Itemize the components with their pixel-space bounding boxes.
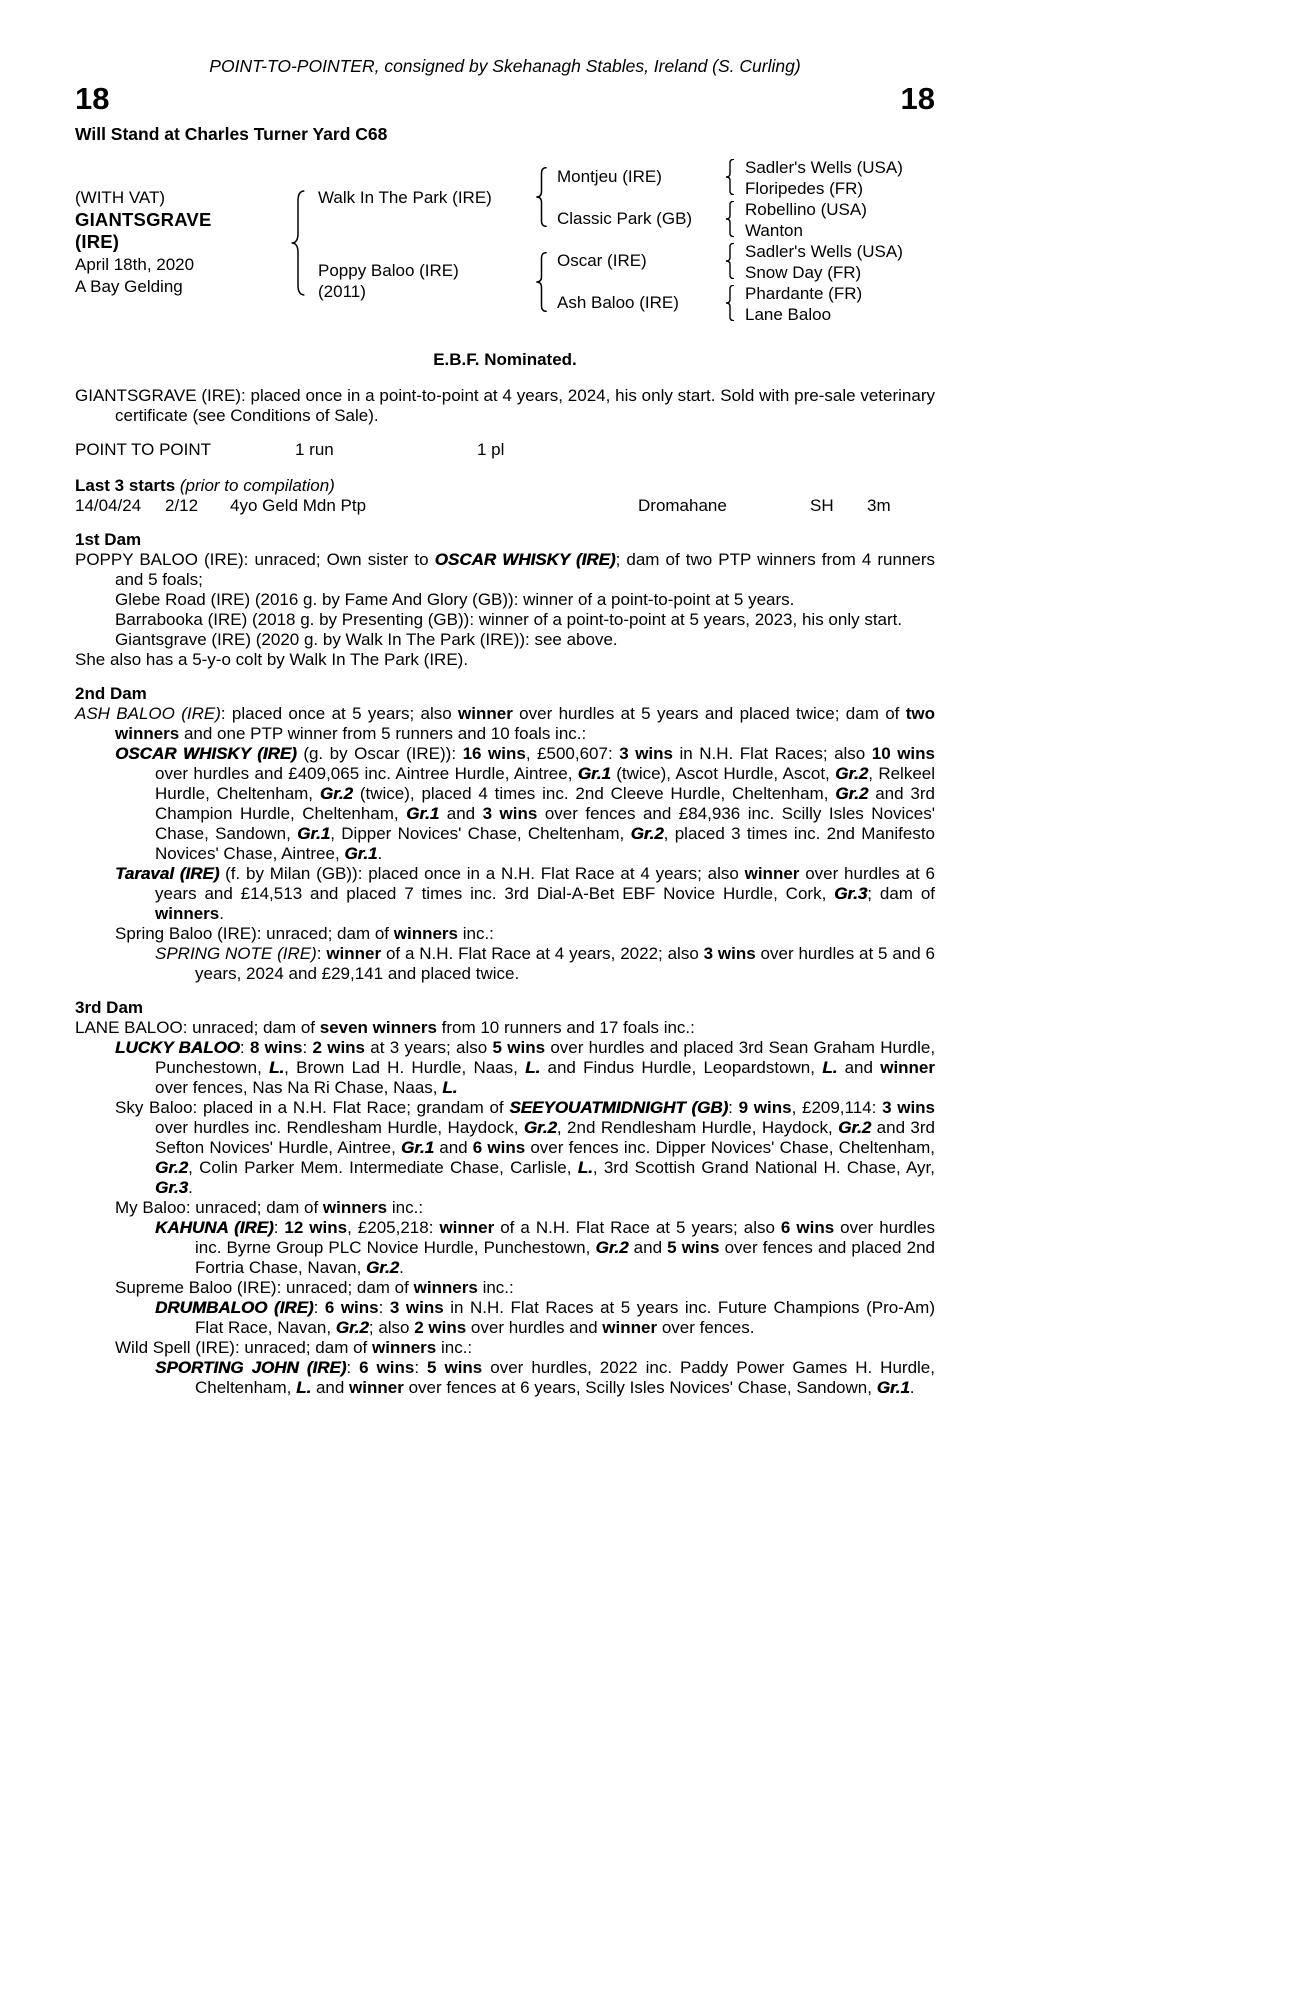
- text-segment: GIANTSGRAVE (IRE): placed once in a point-to-point at 4 years, 2024, his only start. Sold with pre-sale veterinary certificate (see Conditions of Sale).: [75, 386, 935, 425]
- text-segment: Gr.2: [523, 1118, 557, 1137]
- text-segment: winners: [322, 1198, 388, 1217]
- text-segment: 10 wins: [871, 744, 935, 763]
- text-segment: 2 wins: [414, 1318, 467, 1337]
- text-segment: L.: [525, 1058, 541, 1077]
- text-segment: and one PTP winner from 5 runners and 10 foals inc.:: [179, 724, 587, 743]
- text-segment: winners: [155, 904, 220, 923]
- text-segment: winners: [393, 924, 458, 943]
- text-segment: 6 wins: [472, 1138, 526, 1157]
- text-segment: over hurdles at 6 years and £14,513 and placed 7 times inc. 3rd Dial-A-Bet EBF Novice Hurdle, Cork,: [155, 864, 935, 903]
- sires-sire: Montjeu (IRE): [557, 167, 662, 186]
- text-segment: Gr.2: [155, 1158, 189, 1177]
- text-segment: 1st Dam: [75, 530, 142, 549]
- text-segment: Gr.3: [834, 884, 868, 903]
- text-segment: Gr.1: [297, 824, 331, 843]
- text-segment: Gr.2: [366, 1258, 400, 1277]
- text-segment: winner: [602, 1318, 658, 1337]
- text-segment: and: [434, 1138, 473, 1157]
- start-going: SH: [810, 496, 834, 515]
- text-segment: inc.:: [436, 1338, 473, 1357]
- text-segment: winners: [413, 1278, 478, 1297]
- text-segment: 12 wins: [284, 1218, 348, 1237]
- text-segment: inc.:: [458, 924, 494, 943]
- text-segment: OSCAR WHISKY (IRE): [115, 744, 297, 763]
- vat-note: (WITH VAT): [75, 188, 166, 207]
- text-segment: over hurdles and placed 3rd Sean Graham Hurdle, Punchestown,: [155, 1038, 936, 1077]
- text-segment: My Baloo: unraced; dam of: [115, 1198, 323, 1217]
- family-paragraph: [75, 1298, 935, 1338]
- great-grandparent-name: Robellino (USA): [745, 200, 867, 219]
- text-segment: over hurdles inc. Rendlesham Hurdle, Haydock,: [155, 1118, 524, 1137]
- text-segment: 9 wins: [738, 1098, 792, 1117]
- text-segment: over hurdles inc. Byrne Group PLC Novice Hurdle, Punchestown,: [195, 1218, 935, 1257]
- horse-name: GIANTSGRAVE: [75, 209, 212, 230]
- text-segment: inc.:: [477, 1278, 514, 1297]
- text-segment: 3 wins: [619, 744, 673, 763]
- great-grandparent-name: Wanton: [745, 221, 803, 240]
- text-segment: winner: [744, 864, 800, 883]
- text-segment: She also has a 5-y-o colt by Walk In The Park (IRE).: [75, 650, 469, 669]
- family-paragraph: [75, 610, 935, 630]
- text-segment: KAHUNA (IRE): [155, 1218, 274, 1237]
- text-segment: (prior to compilation): [175, 476, 335, 495]
- text-segment: 5 wins: [492, 1038, 546, 1057]
- text-segment: :: [239, 1038, 250, 1057]
- text-segment: :: [728, 1098, 739, 1117]
- text-segment: Gr.2: [835, 764, 869, 783]
- text-segment: Gr.1: [406, 804, 440, 823]
- text-segment: and Findus Hurdle, Leopardstown,: [540, 1058, 823, 1077]
- text-segment: Gr.2: [835, 784, 869, 803]
- text-segment: :: [273, 1218, 285, 1237]
- text-segment: (twice), Ascot Hurdle, Ascot,: [610, 764, 836, 783]
- great-grandparent-name: Floripedes (FR): [745, 179, 864, 198]
- text-segment: over fences, Nas Na Ri Chase, Naas,: [155, 1078, 443, 1097]
- text-segment: 8 wins: [249, 1038, 303, 1057]
- text-segment: (f. by Milan (GB)): placed once in a N.H. Flat Race at 4 years; also: [219, 864, 745, 883]
- text-segment: POPPY BALOO (IRE): unraced; Own sister to: [75, 550, 435, 569]
- family-paragraph: [75, 1198, 935, 1218]
- second-dam-heading: [75, 684, 935, 704]
- text-segment: , Colin Parker Mem. Intermediate Chase, Carlisle,: [188, 1158, 578, 1177]
- sire-name: Walk In The Park (IRE): [318, 188, 492, 207]
- text-segment: over hurdles, 2022 inc. Paddy Power Games H. Hurdle, Cheltenham,: [195, 1358, 935, 1397]
- first-dam-heading: [75, 530, 935, 550]
- text-segment: winner: [880, 1058, 936, 1077]
- dam-name: Poppy Baloo (IRE): [318, 261, 459, 280]
- text-segment: Last 3 starts: [75, 476, 176, 495]
- lot-description: [75, 386, 935, 426]
- start-distance: 3m: [867, 496, 891, 515]
- family-paragraph: [75, 550, 935, 590]
- text-segment: ; dam of: [867, 884, 935, 903]
- text-segment: over hurdles and £409,065 inc. Aintree Hurdle, Aintree,: [155, 764, 578, 783]
- text-segment: :: [346, 1358, 360, 1377]
- text-segment: Gr.2: [630, 824, 664, 843]
- text-segment: winners: [371, 1338, 437, 1357]
- text-segment: , £500,607:: [525, 744, 620, 763]
- text-segment: :: [316, 944, 327, 963]
- text-segment: 3 wins: [703, 944, 756, 963]
- brace-sire-icon: [535, 167, 548, 227]
- text-segment: 6 wins: [324, 1298, 379, 1317]
- text-segment: 16 wins: [462, 744, 526, 763]
- text-segment: winner: [326, 944, 382, 963]
- text-segment: :: [378, 1298, 390, 1317]
- text-segment: in N.H. Flat Races at 5 years inc. Future Champions (Pro-Am) Flat Race, Navan,: [195, 1298, 936, 1337]
- text-segment: L.: [577, 1158, 593, 1177]
- text-segment: LUCKY BALOO: [115, 1038, 240, 1057]
- text-segment: over hurdles at 5 and 6 years, 2024 and £29,141 and placed twice.: [195, 944, 935, 983]
- text-segment: of a N.H. Flat Race at 5 years; also: [494, 1218, 781, 1237]
- text-segment: (twice), placed 4 times inc. 2nd Cleeve Hurdle, Cheltenham,: [352, 784, 836, 803]
- text-segment: :: [302, 1038, 313, 1057]
- text-segment: SPRING NOTE (IRE): [155, 944, 317, 963]
- family-paragraph: [75, 704, 935, 744]
- text-segment: and: [311, 1378, 350, 1397]
- page-content: [75, 56, 935, 1398]
- last-starts-heading: [75, 476, 935, 496]
- text-segment: 5 wins: [427, 1358, 483, 1377]
- record-type: POINT TO POINT: [75, 440, 212, 459]
- consignment-line: POINT-TO-POINTER, consigned by Skehanagh Stables, Ireland (S. Curling): [209, 56, 801, 76]
- text-segment: and 3rd Sefton Novices' Hurdle, Aintree,: [155, 1118, 935, 1157]
- text-segment: , Brown Lad H. Hurdle, Naas,: [284, 1058, 526, 1077]
- text-segment: two winners: [115, 704, 936, 743]
- text-segment: Gr.1: [344, 844, 378, 863]
- great-grandparent-name: Sadler's Wells (USA): [745, 158, 903, 177]
- text-segment: ASH BALOO (IRE): [75, 704, 221, 723]
- stand-location: Will Stand at Charles Turner Yard C68: [75, 124, 388, 144]
- brace-gen3-icon: [725, 285, 735, 321]
- text-segment: 3rd Dam: [75, 998, 144, 1017]
- great-grandparent-name: Lane Baloo: [745, 305, 832, 324]
- text-segment: :: [414, 1358, 428, 1377]
- text-segment: Gr.1: [876, 1378, 910, 1397]
- text-segment: Gr.2: [838, 1118, 872, 1137]
- family-details: [75, 530, 935, 1398]
- text-segment: from 10 runners and 17 foals inc.:: [436, 1018, 695, 1037]
- text-segment: Gr.3: [155, 1178, 189, 1197]
- text-segment: Spring Baloo (IRE): unraced; dam of: [115, 924, 394, 943]
- lot-number-row: [75, 82, 935, 116]
- text-segment: inc.:: [387, 1198, 424, 1217]
- great-grandparent-name: Snow Day (FR): [745, 263, 862, 282]
- text-segment: seven winners: [319, 1018, 437, 1037]
- brace-gen1-icon: [290, 190, 306, 296]
- text-segment: .: [909, 1378, 915, 1397]
- text-segment: SEEYOUATMIDNIGHT (GB): [509, 1098, 729, 1117]
- text-segment: of a N.H. Flat Race at 4 years, 2022; also: [381, 944, 704, 963]
- text-segment: Sky Baloo: placed in a N.H. Flat Race; grandam of: [115, 1098, 510, 1117]
- start-finish: 2/12: [165, 496, 199, 515]
- text-segment: L.: [442, 1078, 458, 1097]
- family-paragraph: [75, 1338, 935, 1358]
- text-segment: over hurdles and: [466, 1318, 603, 1337]
- great-grandparent-name: Phardante (FR): [745, 284, 863, 303]
- family-paragraph: [75, 1218, 935, 1278]
- text-segment: ; also: [368, 1318, 415, 1337]
- text-segment: winner: [349, 1378, 404, 1397]
- text-segment: 3 wins: [482, 804, 538, 823]
- great-grandparent-name: Sadler's Wells (USA): [745, 242, 903, 261]
- family-paragraph: [75, 1278, 935, 1298]
- dams-dam: Ash Baloo (IRE): [557, 293, 679, 312]
- start-race: 4yo Geld Mdn Ptp: [230, 496, 367, 515]
- race-record-line: [75, 440, 935, 460]
- text-segment: L.: [822, 1058, 838, 1077]
- text-segment: .: [377, 844, 383, 863]
- foal-date: April 18th, 2020: [75, 255, 195, 274]
- horse-description: A Bay Gelding: [75, 277, 183, 296]
- text-segment: over fences.: [657, 1318, 755, 1337]
- text-segment: Gr.2: [335, 1318, 369, 1337]
- brace-gen3-icon: [725, 201, 735, 237]
- text-segment: , £205,218:: [347, 1218, 440, 1237]
- text-segment: Wild Spell (IRE): unraced; dam of: [115, 1338, 372, 1357]
- text-segment: at 3 years; also: [365, 1038, 493, 1057]
- text-segment: Gr.2: [319, 784, 353, 803]
- ebf-nominated-line: E.B.F. Nominated.: [433, 350, 577, 369]
- pedigree-chart: [75, 158, 935, 332]
- text-segment: Supreme Baloo (IRE): unraced; dam of: [115, 1278, 414, 1297]
- text-segment: 6 wins: [780, 1218, 835, 1237]
- family-paragraph: [75, 944, 935, 984]
- text-segment: .: [219, 904, 224, 923]
- text-segment: over hurdles at 5 years and placed twice; dam of: [512, 704, 906, 723]
- text-segment: winner: [458, 704, 513, 723]
- text-segment: 3 wins: [389, 1298, 444, 1317]
- text-segment: , Dipper Novices' Chase, Cheltenham,: [330, 824, 631, 843]
- text-segment: DRUMBALOO (IRE): [155, 1298, 314, 1317]
- text-segment: in N.H. Flat Races; also: [672, 744, 872, 763]
- text-segment: Giantsgrave (IRE) (2020 g. by Walk In The Park (IRE)): see above.: [115, 630, 618, 649]
- text-segment: , 2nd Rendlesham Hurdle, Haydock,: [556, 1118, 839, 1137]
- sires-dam: Classic Park (GB): [557, 209, 693, 228]
- text-segment: and: [837, 1058, 881, 1077]
- text-segment: L.: [269, 1058, 285, 1077]
- text-segment: : placed once at 5 years; also: [220, 704, 459, 723]
- text-segment: 6 wins: [359, 1358, 415, 1377]
- text-segment: OSCAR WHISKY (IRE): [434, 550, 616, 569]
- dams-sire: Oscar (IRE): [557, 251, 647, 270]
- text-segment: and 3rd Champion Hurdle, Cheltenham,: [155, 784, 935, 823]
- third-dam-heading: [75, 998, 935, 1018]
- text-segment: LANE BALOO: unraced; dam of: [75, 1018, 320, 1037]
- text-segment: over fences and £84,936 inc. Scilly Isles Novices' Chase, Sandown,: [155, 804, 935, 843]
- text-segment: , 3rd Scottish Grand National H. Chase, Ayr,: [592, 1158, 935, 1177]
- text-segment: and: [439, 804, 483, 823]
- text-segment: Barrabooka (IRE) (2018 g. by Presenting (GB)): winner of a point-to-point at 5 years, 2023, his only start.: [115, 610, 903, 629]
- family-paragraph: [75, 924, 935, 944]
- text-segment: :: [313, 1298, 325, 1317]
- text-segment: (g. by Oscar (IRE)):: [296, 744, 463, 763]
- text-segment: 2 wins: [312, 1038, 366, 1057]
- text-segment: , placed 3 times inc. 2nd Manifesto Novices' Chase, Aintree,: [155, 824, 935, 863]
- text-segment: L.: [296, 1378, 312, 1397]
- text-segment: over fences and placed 2nd Fortria Chase, Navan,: [195, 1238, 935, 1277]
- last-start-row: [75, 496, 935, 516]
- family-paragraph: [75, 864, 935, 924]
- family-paragraph: [75, 1038, 935, 1098]
- start-course: Dromahane: [638, 496, 727, 515]
- text-segment: 5 wins: [667, 1238, 720, 1257]
- lot-number-right: 18: [900, 81, 935, 116]
- record-runs: 1 run: [295, 440, 334, 459]
- family-paragraph: [75, 744, 935, 864]
- dam-year: (2011): [318, 282, 366, 301]
- text-segment: Glebe Road (IRE) (2016 g. by Fame And Glory (GB)): winner of a point-to-point at 5 years.: [115, 590, 795, 609]
- text-segment: , Relkeel Hurdle, Cheltenham,: [155, 764, 936, 803]
- text-segment: Gr.2: [595, 1238, 629, 1257]
- brace-gen3-icon: [725, 243, 735, 279]
- text-segment: winner: [439, 1218, 495, 1237]
- start-date: 14/04/24: [75, 496, 142, 515]
- text-segment: and: [628, 1238, 668, 1257]
- record-places: 1 pl: [477, 440, 505, 459]
- text-segment: .: [399, 1258, 404, 1277]
- brace-gen3-icon: [725, 159, 735, 195]
- text-segment: over fences at 6 years, Scilly Isles Novices' Chase, Sandown,: [403, 1378, 877, 1397]
- horse-name-suffix: (IRE): [75, 231, 120, 252]
- text-segment: 2nd Dam: [75, 684, 147, 703]
- text-segment: Taraval (IRE): [115, 864, 220, 883]
- text-segment: over fences inc. Dipper Novices' Chase, Cheltenham,: [525, 1138, 936, 1157]
- text-segment: 3 wins: [882, 1098, 936, 1117]
- family-paragraph: [75, 630, 935, 650]
- text-segment: Gr.1: [577, 764, 611, 783]
- text-segment: .: [188, 1178, 193, 1197]
- family-paragraph: [75, 1358, 935, 1398]
- family-paragraph: [75, 650, 935, 670]
- brace-dam-icon: [535, 252, 548, 312]
- text-segment: Gr.1: [400, 1138, 435, 1157]
- text-segment: , £209,114:: [791, 1098, 883, 1117]
- family-paragraph: [75, 1098, 935, 1198]
- lot-number-left: 18: [75, 81, 110, 116]
- family-paragraph: [75, 1018, 935, 1038]
- family-paragraph: [75, 590, 935, 610]
- text-segment: ; dam of two PTP winners from 4 runners and 5 foals;: [115, 550, 936, 589]
- text-segment: SPORTING JOHN (IRE): [155, 1358, 347, 1377]
